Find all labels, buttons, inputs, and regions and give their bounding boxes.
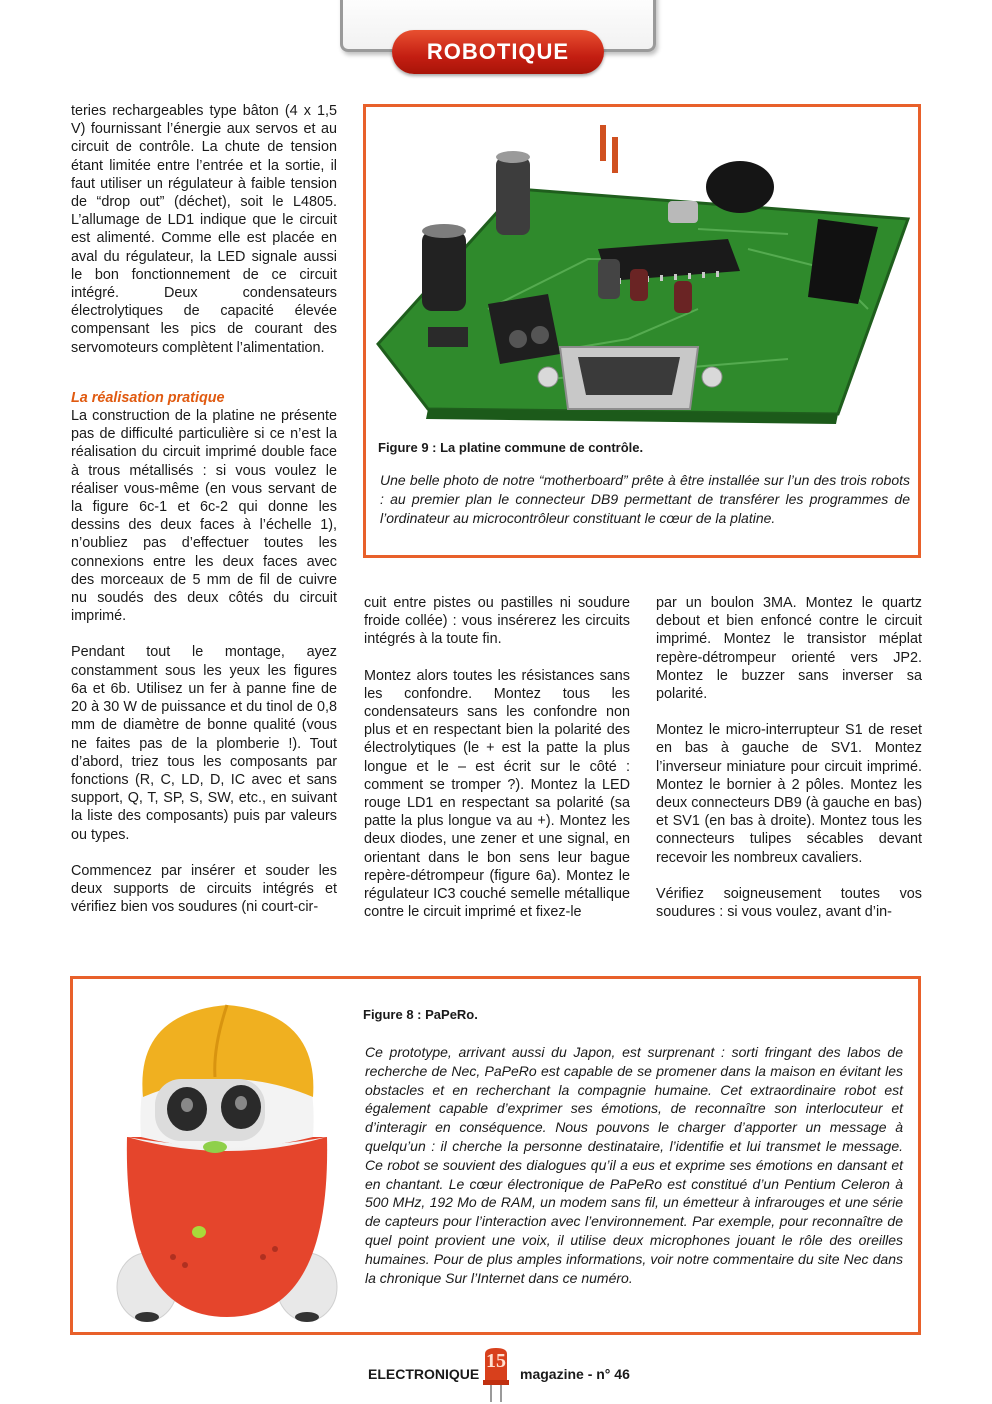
figure-9-box — [363, 104, 921, 558]
paragraph: Montez alors toutes les résistances sans les confondre. Montez tous les condensateurs sans les confondre non plus et en respectant bien la polarité des électrolytiques (le + est la patte la plus longue et le – est écrit sur le côté : comment se tromper ?). Montez la LED rouge LD1 en respectant sa polarité (sa patte la plus longue va au +). Montez les deux diodes, une zener et une signal, en orientant dans le bon sens leur bague repère-détrompeur (figure 6a). Montez le régulateur IC3 couché semelle métallique contre le circuit imprimé et fixez-le — [364, 667, 630, 921]
paragraph: Montez le micro-interrupteur S1 de reset en bas à gauche de SV1. Montez l’inverseur miniature pour circuit imprimé. Montez le bornier à 2 pôles. Montez les deux connecteurs DB9 (à gauche en bas) et SV1 (en bas à droite). Montez tous les connecteurs tulipes sécables devant recevoir les nombreux cavaliers. — [656, 722, 922, 866]
paragraph: Pendant tout le montage, ayez constamment sous les yeux les figures 6a et 6b. Utilisez un fer à panne fine de 20 à 30 W de puissance et du tinol de 0,8 mm de diamètre de bonne qualité (vous ne faites pas de la plomberie !). Tout d’abord, triez tous les composants par fonctions (R, C, LD, D, IC avec et sans support, Q, T, SP, S, SW, etc., en suivant la liste des composants) puis par valeurs ou types. — [71, 644, 337, 843]
figure-9-title: Figure 9 : La platine commune de contrôle. — [378, 440, 644, 455]
paragraph: La construction de la platine ne présente pas de difficulté particulière si ce n’est la réalisation du circuit imprimé double face à trous métallisés : si vous voulez le réaliser vous-même (en vous servant de la figure 6c-1 et 6c-2 qui donne les dessins des deux faces à l’échelle 1), n’oubliez pas d’effectuer toutes les connexions entre les deux faces avec des morceaux de 5 mm de fil de cuivre nu soudés des deux côtés du circuit imprimé. — [71, 408, 337, 625]
figure-8-caption: Ce prototype, arrivant aussi du Japon, est surprenant : sorti fringant des labos de recherche de Nec, PaPeRo est capable de se promener dans la maison en évitant les obstacles et en recherchant la compagnie humaine. Cet extraordinaire robot est également capable d’exprimer ses émotions, de reconnaître son interlocuteur et d’interagir en conséquence. Nous pouvons le charger d’apporter un message à quelqu’un : il cherche la personne destinataire, l’identifie et lui transmet le message. Ce robot se souvient des dialogues qu’il a eus et exprime ses émotions en dansant et en chantant. Le cœur électronique de PaPeRo est constitué d’un Pentium Celeron à 500 MHz, 192 Mo de RAM, un modem sans fil, un émetteur à infrarouges et une série de capteurs pour l’interaction avec l’environnement. Par exemple, pour reconnaître de quel point provient une voix, il utilise deux microphones jouant le rôle des oreilles humaines. Pour de plus amples informations, voir notre commentaire du site Nec dans la chronique Sur l’Internet dans ce numéro. — [365, 1044, 903, 1286]
figure-8-title: Figure 8 : PaPeRo. — [363, 1007, 478, 1022]
text-column-2 — [364, 594, 630, 921]
text-column-3 — [656, 594, 922, 921]
page-number: 15 — [486, 1350, 506, 1372]
paragraph: cuit entre pistes ou pastilles ni soudure froide collée) : vous insérerez les circuits intégrés à la toute fin. — [364, 595, 630, 648]
circuit-board-photo — [368, 109, 916, 429]
paragraph: Vérifiez soigneusement toutes vos soudures : si vous voulez, avant d’in- — [656, 885, 922, 921]
footer-magazine-name: ELECTRONIQUE — [368, 1366, 480, 1382]
section-subheading: La réalisation pratique — [71, 389, 225, 406]
footer-issue: magazine - n° 46 — [520, 1366, 630, 1382]
figure-9-caption: Une belle photo de notre “motherboard” prête à être installée sur l’un des trois robots : au premier plan le connecteur DB9 permettant de transférer les programmes de l’ordinateur au microcontrôleur constituant le cœur de la platine. — [380, 472, 910, 526]
paragraph: par un boulon 3MA. Montez le quartz debout et bien enfoncé contre le circuit imprimé. Montez le transistor méplat repère-détrompeur orienté vers JP2. Montez le buzzer sans inverser sa polarité. — [656, 595, 922, 703]
paragraph: Commencez par insérer et souder les deux supports de circuits intégrés et vérifiez bien vos soudures (ni court-cir- — [71, 862, 337, 916]
figure-8-box — [70, 976, 921, 1335]
papero-robot-photo — [103, 987, 373, 1329]
page-footer — [0, 1350, 992, 1402]
text-column-1 — [71, 102, 337, 916]
paragraph: teries rechargeables type bâton (4 x 1,5 V) fournissant l’énergie aux servos et au circuit de contrôle. La chute de tension étant limitée entre l’entrée et la sortie, il faut utiliser un régulateur à faible tension de “drop out” (déchet), soit le L4805. L’allumage de LD1 indique que le circuit est alimenté. Comme elle est placée en aval du régulateur, la LED signale aussi le bon fonctionnement de ce circuit intégré. Deux condensateurs électrolytiques de capacité élevée compensant les pics de courant des servomoteurs complètent l’alimentation. — [71, 103, 337, 356]
section-title: ROBOTIQUE — [392, 30, 604, 74]
